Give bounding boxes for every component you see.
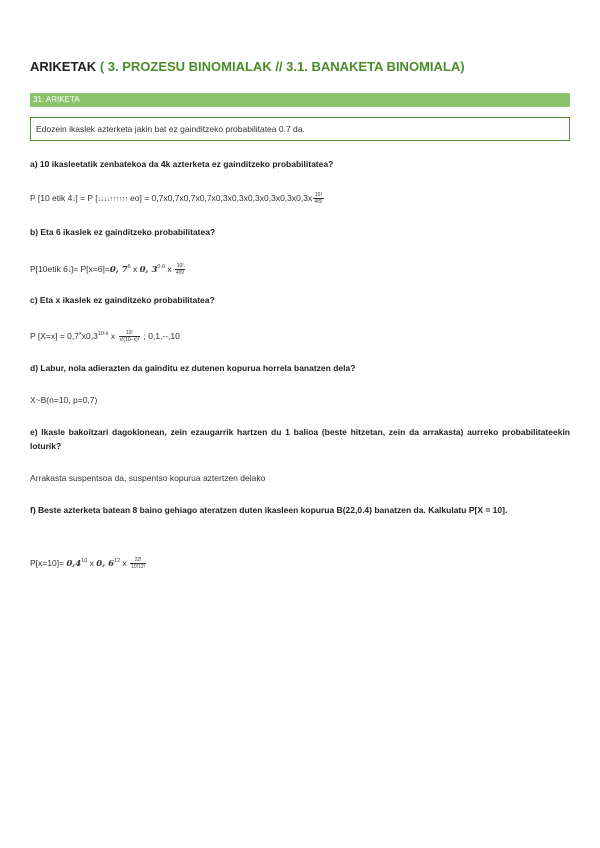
answer-f: $P[x=10]= 0,4^{10}$ x 0, $6^{12}$ x $\frac{22!}{10!12!}$ (30, 557, 146, 571)
fraction-a: $\frac{10!}{4!6!}$ (314, 192, 323, 206)
question-f: f) Beste azterketa batean 8 baino gehiago ateratzen duten ikasleen kopurua B(22,0.4) banatzen da. Kalkulatu P[X = 10]. (30, 505, 508, 515)
answer-c: P $[X=x] = 0,7^xx0,3^{10-x}$ x $\frac{10!}{x!(10-x)!}$ ; 0,1,--,10 (30, 330, 180, 344)
question-a: a) 10 ikasleetatik zenbatekoa da 4k azterketa ez gainditzeko probabilitatea? (30, 159, 334, 169)
problem-statement-box (30, 117, 570, 141)
fraction-b: $\frac{10!}{4!6!}$ (176, 263, 185, 277)
question-c: c) Eta x ikaslek ez gainditzeko probabilitatea? (30, 295, 215, 305)
title-main: ARIKETAK (30, 59, 97, 74)
fraction-c: $\frac{10!}{x!(10-x)!}$ (119, 330, 140, 344)
section-header (30, 93, 570, 107)
fraction-f: $\frac{22!}{10!12!}$ (131, 557, 146, 571)
question-b: b) Eta 6 ikaslek ez gainditzeko probabilitatea? (30, 227, 216, 237)
question-d: d) Labur, nola adierazten da gainditu ez dutenen kopurua horrela banatzen dela? (30, 363, 356, 373)
title-subtitle: ( 3. PROZESU BINOMIALAK // 3.1. BANAKETA BINOMIALA) (96, 59, 465, 74)
down-arrow-icon: ↓ (72, 196, 76, 203)
answer-a: P [10 etik 4↓] = P [↓↓↓↓↑↑↑↑↑↑ eo] = 0,7x0,7x0,7x0,7x0,3x0,3x0,3x0,3x0,3x0,3x $\frac{10!}{4!6!}$ (30, 192, 323, 206)
answer-d: X~B(n=10, p=0,7) (30, 395, 98, 405)
answer-b: P[10etik 6↓]= P[x=6]=0, $7^6$ x 0, 3$^{0,6}$ x $\frac{10!}{4!6!}$ (30, 263, 185, 277)
arrow-sequence: ↓↓↓↓↑↑↑↑↑↑ (97, 196, 128, 203)
answer-e: Arrakasta suspentsoa da, suspentso kopurua aztertzen delako (30, 473, 266, 483)
question-e: e) Ikasle bakoitzari dagokionean, zein ezaugarrik hartzen du 1 balioa (beste hitzetan, zein da arrakasta) aurreko probabilitateekin loturik? (30, 427, 570, 451)
down-arrow-icon: ↓ (67, 266, 71, 274)
section-label: 31. ARIKETA (33, 95, 80, 104)
page-title (30, 59, 465, 74)
problem-statement: Edozein ikaslek azterketa jakin bat ez gainditzeko probabilitatea 0.7 da. (36, 124, 305, 134)
